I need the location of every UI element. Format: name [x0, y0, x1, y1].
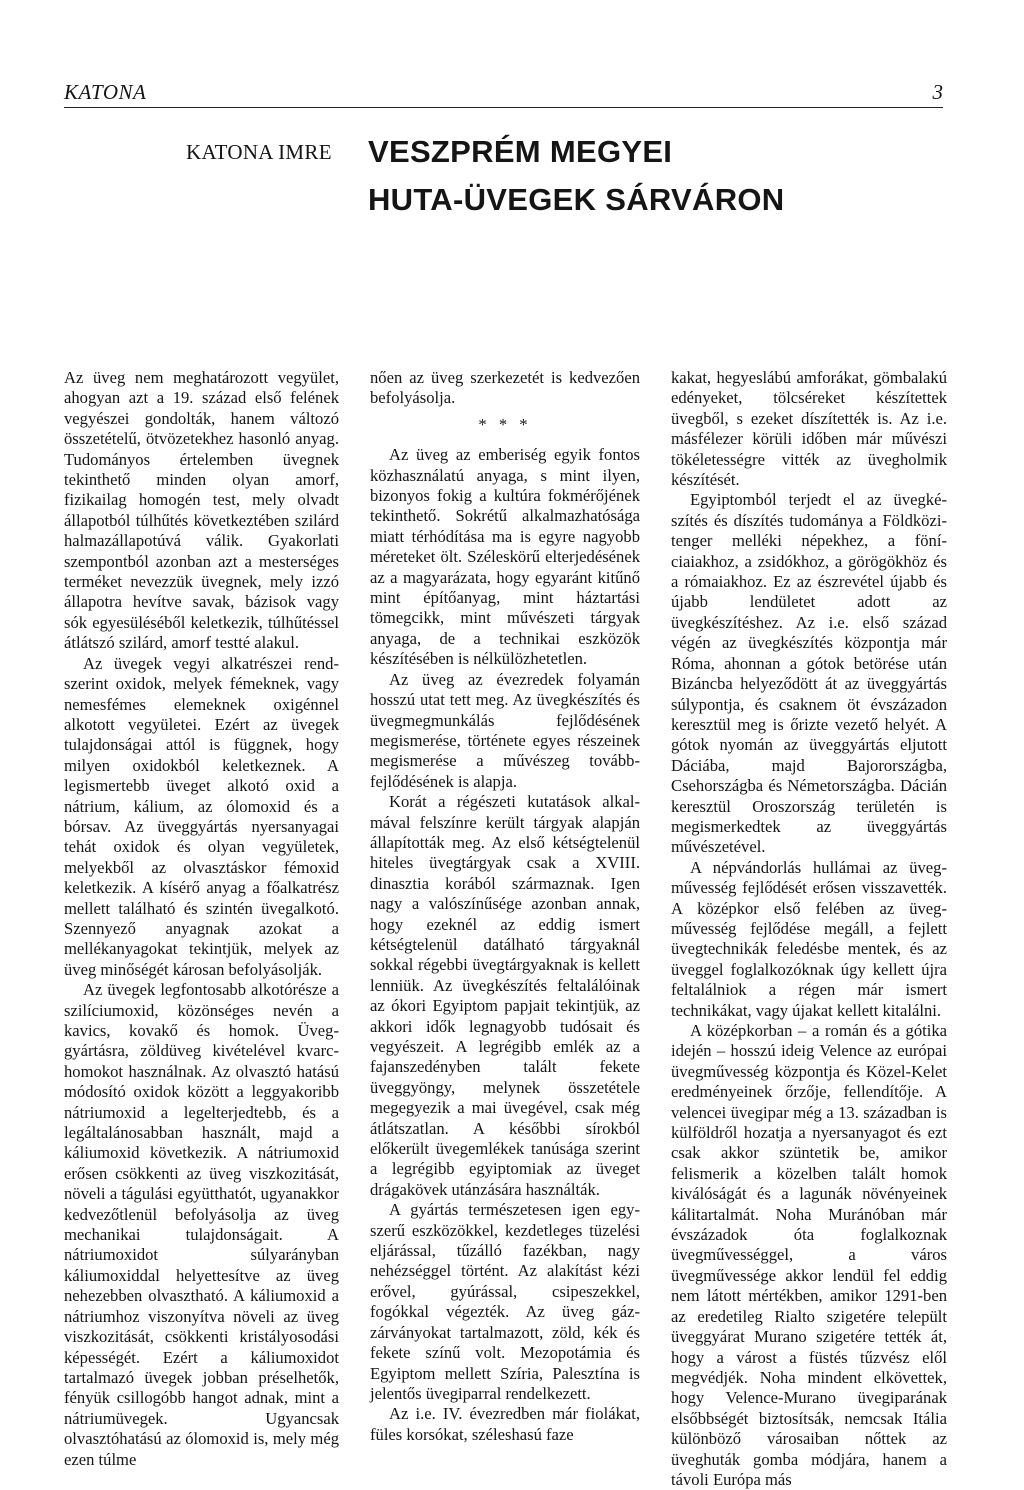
paragraph: A gyártás természetesen igen egyszerű eszközökkel, kezdetleges tüzelési eljárással, tűzálló fazékban, nagy nehézséggel történt. Az alakítást kézi erővel, gyúrással, csipeszekkel, fogókkal végezték. Az üveg gázzárványokat tartalmazott, zöld, kék és fekete színű volt. Mezopotámia és Egyiptom mellett Szíria, Palesztína is jelentős üvegiparral rendelkezett. [370, 1200, 640, 1403]
paragraph: A középkorban – a román és a gótika idején – hosszú ideig Velence az európai üvegművesség központja és Közel-Kelet eredményeinek őrzője, fellendítője. A velencei üvegipar még a 13. században is külföldről hozatja a nyersanyagot és ezt csak akkor szüntetik be, amikor felismerik a közelben talált homok kiválóságát és a lagunák növényeinek kálitartalmát. Noha Muránóban már évszázadok óta foglalkoznak üvegművességgel, a város üvegművessége akkor lendül fel eddig nem látott mértékben, amikor 1291-ben az eredetileg Rialto szigetére települt üveggyárat Murano szigetére tették át, hogy a várost a füstés tűzvész elől megvédjék. Noha mindent elkövettek, hogy Velence-Murano üvegiparának elsőbbségét biztosítsák, nemcsak Itália különböző városaiban nőttek az üveghuták gomba módjára, hanem a távoli Európa más [671, 1021, 947, 1489]
paragraph: Egyiptomból terjedt el az üvegkészítés és díszítés tudománya a Földközi-tenger melléki népekhez, a föníciaiakhoz, a zsidókhoz, a görögökhöz és a rómaiakhoz. Ez az észrevétel újabb és újabb lendületet adott az üvegkészítéshez. Az i.e. első század végén az üvegkészítés központja már Róma, ahonnan a gótok betörése után Bizáncba helyeződött át az üveggyártás súlypontja, és csaknem öt évszázadon keresztül meg is őrizte vezető helyét. A gótok nyomán az üveggyártás eljutott Dáciába, majd Bajorországba, Csehországba és Németországba. Dácián keresztül Oroszország területén is megismerkedtek az üveggyártás művészetével. [671, 490, 947, 857]
running-header-journal: KATONA [64, 80, 147, 104]
paragraph-continuation: nően az üveg szerkezetét is kedvezően befolyásolja. [370, 368, 640, 408]
paragraph-continuation: kakat, hegyeslábú amforákat, gömbalakú edényeket, tölcséreket készítettek üvegből, s ezeket díszítették is. Az i.e. másfélezer körüli időben már művészi tökéletességre vitték az üvegholmik készítését. [671, 368, 947, 490]
title-line-1: VESZPRÉM MEGYEI [368, 134, 673, 169]
article-author: KATONA IMRE [186, 140, 332, 164]
paragraph: A népvándorlás hullámai az üvegművesség fejlődését erősen visszavették. A középkor első felében az üvegművesség fejlődése megáll, a fejlett üvegtechnikák feledésbe mentek, és az üveggel foglalkozóknak úgy kellett újra feltalálniok a régen már ismert technikákat, vagy újakat kellett kitalálni. [671, 857, 947, 1020]
text-column-1 [64, 368, 339, 1470]
text-column-2 [370, 368, 640, 1445]
page-number: 3 [932, 80, 943, 104]
title-line-2: HUTA-ÜVEGEK SÁRVÁRON [368, 182, 785, 217]
article-title [368, 128, 968, 224]
paragraph: Korát a régészeti kutatások alkalmával felszínre került tárgyak alapján állapították meg. Az első kétségtelenül hiteles üvegtárgyak csak a XVIII. dinasztia korából származnak. Igen nagy a valószínűsége azonban annak, hogy ezeknél az eddig ismert kétségtelenül datálható tárgyaknál sokkal régebbi üvegtárgyaknak is kellett lenniük. Az üvegkészítés feltalálóinak az ókori Egyiptom papjait tekintjük, az akkori idők legnagyobb tudósait és vegyészeit. A legrégibb emlék az a fajanszedényben talált fekete üveggyöngy, melynek összetétele megegyezik a mai üvegével, csak még átlátszatlan. A későbbi sírokból előkerült üvegemlékek tanúsága szerint a legrégibb egyiptomiak az üveget drágakövek utánzására használták. [370, 792, 640, 1199]
paragraph: Az üvegek vegyi alkatrészei rendszerint oxidok, melyek fémeknek, vagy nemesfémes elemeknek oxigénnel alkotott vegyületei. Ezért az üvegek tulajdonságai attól is függnek, hogy milyen oxidokból keletkeznek. A legismertebb üveget alkotó oxid a nátrium, kálium, az ólomoxid és a bórsav. Az üveggyártás nyersanyagai tehát oxidok és olyan vegyületek, melyekből az olvasztáskor fémoxid keletkezik. A kísérő anyag a főalkatrész mellett található és szintén üvegalkotó. Szennyező anyagnak azokat a mellékanyagokat tekintjük, melyek az üveg minőségét károsan befolyásolják. [64, 653, 339, 979]
paragraph: Az üvegek legfontosabb alkotórésze a szilíciumoxid, közönséges nevén a kavics, kovakő és homok. Üveggyártásra, zöldüveg kivételével kvarchomokot használnak. Az olvasztó hatású módosító oxidok között a leggyakoribb nátriumoxid a legelterjedtebb, és a legáltalánosabban használt, majd a káliumoxid következik. A nátriumoxid erősen csökkenti az üveg viszkozitását, növeli a tágulási együtthatót, ugyanakkor kedvezőtlenül befolyásolja az üveg mechanikai tulajdonságait. A nátriumoxidot súlyarányban káliumoxiddal helyettesítve az üveg nehezebben olvasztható. A káliumoxid a nátriumhoz viszonyítva növeli az üveg viszkozitását, csökkenti kristályosodási képességét. Ezért a káliumoxidot tartalmazó üvegek jobban préselhetők, fényük csillogóbb hangot adnak, mint a nátriumüvegek. Ugyancsak olvasztóhatású az ólomoxid is, mely még ezen túlme [64, 980, 339, 1469]
text-column-3 [671, 368, 947, 1490]
paragraph: Az üveg az emberiség egyik fontos közhasználatú anyaga, s mint ilyen, bizonyos fokig a kultúra fokmérőjének tekinthető. Sokrétű alkalmazhatósága miatt térhódítása ma is egyre nagyobb méreteket ölt. Széleskörű elterjedésének az a magyarázata, hogy egyaránt kitűnő mint építőanyag, mint háztartási tömegcikk, mint művészeti tárgyak anyaga, de a technikai eszközök készítésében is nélkülözhetetlen. [370, 445, 640, 669]
header-rule [64, 107, 943, 108]
paragraph: Az üveg az évezredek folyamán hosszú utat tett meg. Az üvegkészítés és üvegmegmunkálás fejlődésének megismerése, története egyes részeinek megismerése a művészeg továbbfejlődésének is alapja. [370, 669, 640, 791]
paragraph: Az i.e. IV. évezredben már fiolákat, füles korsókat, széleshasú faze [370, 1404, 640, 1444]
paragraph: Az üveg nem meghatározott vegyület, ahogyan azt a 19. század első felének vegyészei gondolták, hanem változó összetételű, ötvözetekhez hasonló anyag. Tudományos értelemben üvegnek tekinthető minden olyan amorf, fizikailag homogén test, mely olvadt állapotból túlhűtés következtében szilárd halmazállapotúvá válik. Gyakorlati szempontból azonban azt a mesterséges terméket nevezzük üvegnek, mely izzó állapotra hevítve savak, bázisok vagy sók egyesüléséből keletkezik, túlhűtéssel átlátszó szilárd, amorf testté alakul. [64, 368, 339, 653]
section-separator: * * * [478, 414, 532, 434]
